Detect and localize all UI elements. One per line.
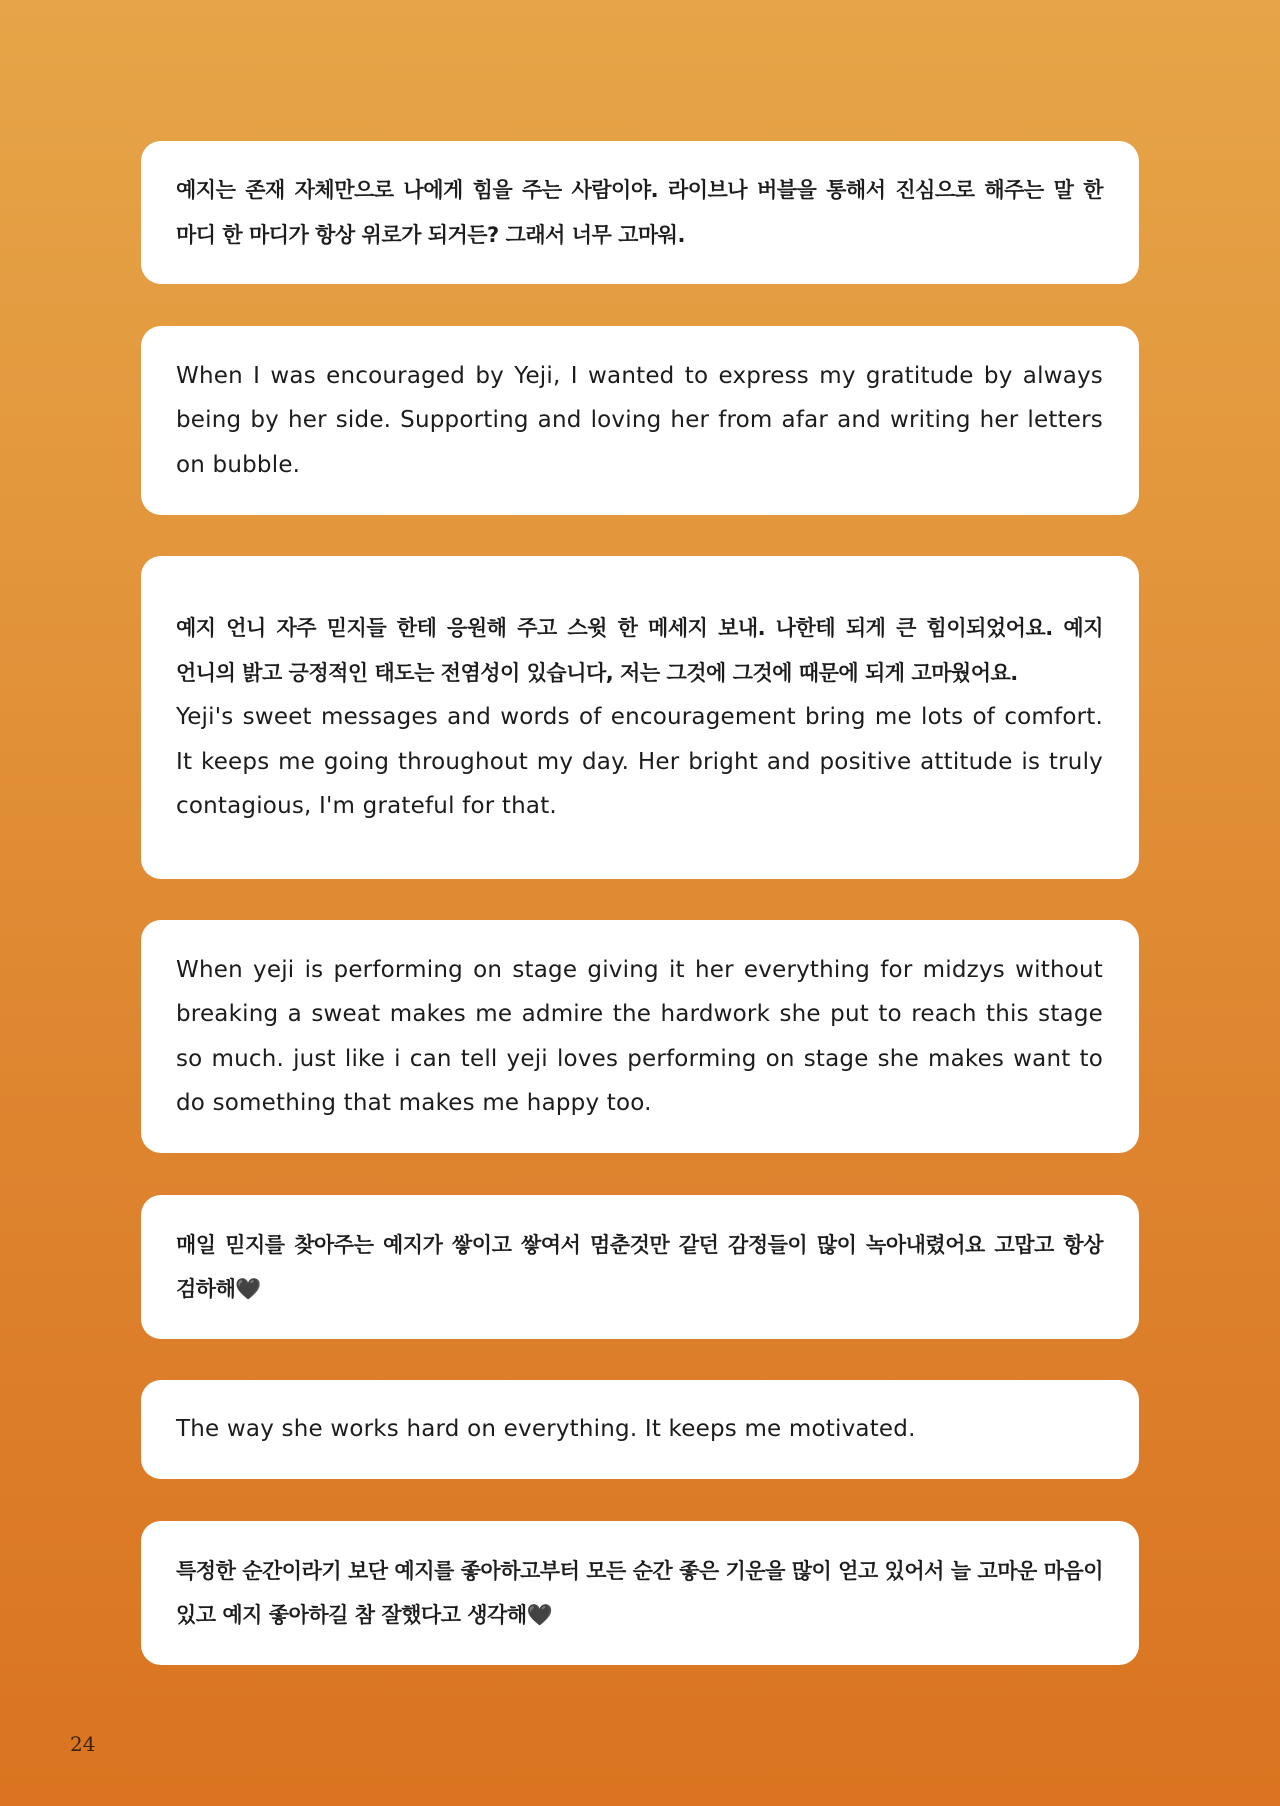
message-paragraph: The way she works hard on everything. It keeps me motivated.: [176, 1416, 916, 1443]
message-paragraph: 예지는 존재 자체만으로 나에게 힘을 주는 사람이야. 라이브나 버블을 통해서 진심으로 해주는 말 한 마디 한 마디가 항상 위로가 되거든? 그래서 너무 고마워.: [176, 178, 1103, 247]
message-text: [176, 1407, 1103, 1452]
message-text: [176, 168, 1103, 257]
message-card: [141, 1195, 1139, 1339]
page-number: 24: [70, 1732, 96, 1756]
message-paragraph: 매일 믿지를 찾아주는 예지가 쌓이고 쌓여서 멈춘것만 같던 감정들이 많이 녹아내렸어요 고맙고 항상 검하해🖤: [176, 1232, 1103, 1301]
message-card: [141, 141, 1139, 284]
message-card: [141, 1521, 1139, 1665]
message-text: [176, 1549, 1103, 1638]
message-paragraph-english: Yeji's sweet messages and words of encouragement bring me lots of comfort. It keeps me going throughout my day. Her bright and positive attitude is truly contagious, I'm grateful for that.: [176, 704, 1103, 820]
message-paragraph: When I was encouraged by Yeji, I wanted to express my gratitude by always being by her side. Supporting and loving her from afar and writing her letters on bubble.: [176, 362, 1103, 478]
message-text: [176, 1223, 1103, 1312]
message-card: [141, 1380, 1139, 1479]
message-card: [141, 556, 1139, 879]
message-paragraph: 특정한 순간이라기 보단 예지를 좋아하고부터 모든 순간 좋은 기운을 많이 얻고 있어서 늘 고마운 마음이 있고 예지 좋아하길 참 잘했다고 생각해🖤: [176, 1558, 1103, 1627]
message-text: [176, 948, 1103, 1126]
message-paragraph-korean: 예지 언니 자주 믿지들 한테 응원해 주고 스윗 한 메세지 보내. 나한테 되게 큰 힘이되었어요. 예지 언니의 밝고 긍정적인 태도는 전염성이 있습니다, 저는 그것에 그것에 때문에 되게 고마웠어요.: [176, 616, 1103, 685]
message-card: [141, 920, 1139, 1153]
message-text: [176, 354, 1103, 488]
message-card: [141, 326, 1139, 515]
message-text: [176, 606, 1103, 829]
message-paragraph: When yeji is performing on stage giving it her everything for midzys without breaking a sweat makes me admire the hardwork she put to reach this stage so much. just like i can tell yeji loves performing on stage she makes want to do something that makes me happy too.: [176, 956, 1103, 1116]
